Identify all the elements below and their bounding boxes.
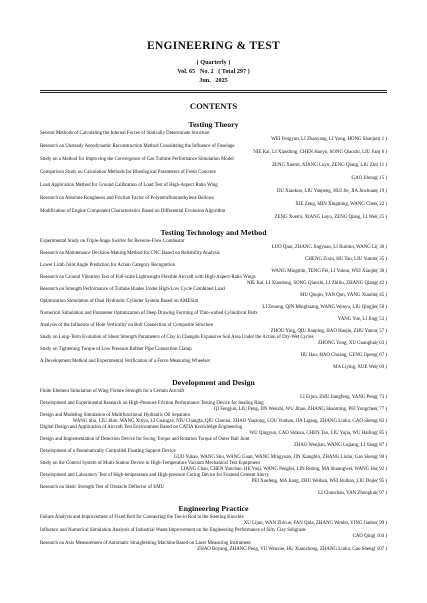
- entry-title: Development and Experimental Research on High-Pressure Friction Performance Testing Device for Sealing Ring: [40, 401, 264, 406]
- entry-authors: GUO Yuhao, WANG Shu, WANG Guan, WANG Mingyuan, JIN Xiangbin, ZHANG Liuhu, Gao Sheng( 90 ): [173, 455, 387, 461]
- entry-title: Numerical Simulation and Parameter Optimization of Deep Drawing Forming of Thin-walled Cylindrical Parts: [40, 311, 258, 316]
- entry-title: Development and Laboratory Test of High-temperature and High-pressure Curing Device for Foamed Cement Slurry: [40, 473, 269, 478]
- entry-authors: ZHAO Boyang, ZHANG Peng, YU Wenxue, HU Xuanzhong, ZHANG Liuhu, Gao Sheng( 107 ): [197, 547, 387, 553]
- entry-authors: MA Liying, XUE Wei( 69 ): [333, 365, 387, 371]
- entry-authors: ZENG Xuemi, XIANG Luyu, ZENG Qiang, LIU Zhi( 11 ): [272, 163, 387, 169]
- entry-authors: ZENG Xuemi, XIANG Luyu, ZENG Qiang, LI Wei( 25 ): [274, 215, 387, 221]
- entry-authors: QI Fengjun, LIU Peng, JIN Wenzhi, WU Jihao, ZHANG Shaoming, PEI Yongchen( 77 ): [213, 407, 387, 413]
- entry-title: Optimization Simulation of Dual Hydraulic Cylinder System Based on AMESim: [40, 299, 199, 304]
- entry-title: Load Application Method for Ground Calibration of Load Test of High-Aspect Ratio Wing: [40, 183, 218, 188]
- entry-title: A Development Method and Experimental Verification of a Force Measuring Wheelset: [40, 359, 210, 364]
- entry-title: Research on Axis Measurement of Automatic Straightening Machine Based on Laser Measuring Instrument: [40, 541, 251, 546]
- entry-authors: YANG Yue, LI Jing( 53 ): [337, 317, 387, 323]
- entry-title: Analysis of the Influence of Hole Verticality on Bolt Connection of Composite Structure: [40, 323, 214, 328]
- entry-title: Experimental Study on Triple-Stage Swirler for Reverse-Flow Combustor: [40, 239, 185, 244]
- toc-entry[interactable]: [40, 239, 387, 252]
- entry-title: Finite Element Simulation of Wing Fixture Strength for a Certain Aircraft: [40, 389, 185, 394]
- entry-title: Research on Static Strength Test of Obstacle Deflector of EMU: [40, 485, 165, 490]
- entry-title: Study on the Control System of Multi-Station Device in High-Temperature Vacuum Mechanical Test Equipment: [40, 461, 260, 466]
- toc-entry[interactable]: [40, 461, 387, 474]
- toc-entry[interactable]: [40, 170, 387, 183]
- toc-entry[interactable]: [40, 196, 387, 209]
- entry-title: Research on Unsteady Aerodynamic Reconstruction Method Considering the Influence of Fuselage: [40, 144, 235, 149]
- toc-entry[interactable]: [40, 541, 387, 554]
- section-title: Testing Theory: [188, 120, 239, 129]
- entry-authors: ZHAO Wenjian, WANG Lujiang, LI Yang( 87 ): [293, 443, 387, 449]
- entry-title: Design and Modeling Simulation of Multifunctional Hydraulic Oil Separator: [40, 413, 191, 418]
- entry-authors: CAO Qing( 104 ): [352, 534, 387, 540]
- journal-frequency: ( Quarterly ): [196, 59, 231, 66]
- entry-authors: NIE Kai, LI Xiaodong, CHEN Haoyu, SONG Qiaozhi, LIU Fan( 6 ): [253, 150, 387, 156]
- entry-title: Development of a Pneumatically Controlled Floating Support Device: [40, 449, 176, 454]
- entry-authors: NIE Kai, LI Xiaodong, SONG Qiaozhi, LI Zhiliu, ZHANG Qiang( 42 ): [246, 281, 387, 287]
- toc-entry[interactable]: [40, 473, 387, 486]
- entry-authors: WU Qingyun, CAO Shikun, CHEN Tao, LIU Yujia, WU Hailing( 85 ): [249, 431, 387, 437]
- issue-date: Jun. 2025: [199, 77, 228, 84]
- toc-entry[interactable]: [40, 425, 387, 438]
- entry-authors: MU Qiuqin, YAN Qun, YANG Xiaolin( 45 ): [300, 293, 387, 299]
- entry-title: Influence and Numerical Simulation Analysis of Industrial Waste Improvement on the Engineering Performance of Silty Clay Subgrade: [40, 528, 306, 533]
- entry-title: Research on Ground Vibration Test of Full-scale Lightweight Flexible Aircraft with High-Aspect-Ratio Wings: [40, 275, 256, 280]
- section-title: Testing Technology and Method: [160, 228, 267, 237]
- entry-authors: LIANG Chao, CHEN Yunchao, HE Yuqi, WANG Pengfei, LIN Ruting, MA Shuangwei, WANG Hu( 92 ): [180, 467, 387, 473]
- contents-heading: CONTENTS: [189, 101, 238, 111]
- entry-title: Research on Absolute Roughness and Friction Factor of Polytetrafluoroethylene Bellows: [40, 196, 214, 201]
- entry-title: Design and Implementation of Detection Device for Swing Torque and Rotation Torque of Outer Ball Joint: [40, 437, 250, 442]
- entry-title: Study on Long-Term Evolution of Shear Strength Parameters of Clay in Chengdu Expansive Soil Area Under the Action of Dry-Wet Cycles: [40, 335, 314, 340]
- journal-title: ENGINEERING & TEST: [146, 40, 280, 52]
- section-title: Engineering Practice: [178, 504, 249, 513]
- toc-entry[interactable]: [40, 311, 387, 324]
- toc-entry[interactable]: [40, 275, 387, 288]
- entry-authors: ZHOU Ying, QIU Jianping, HAO Haojie, ZHU Yanru( 57 ): [270, 329, 387, 335]
- entry-title: Study on a Method for Improving the Convergence of Gas Turbine Performance Simulation Model: [40, 157, 234, 162]
- masthead-rule-top: [40, 90, 387, 91]
- entry-authors: LI Zenong, QIN Minghuang, WANG Wenyu, LIU Qingjie( 50 ): [262, 305, 387, 311]
- toc-entry[interactable]: [40, 251, 387, 264]
- section-title: Development and Design: [172, 378, 255, 387]
- entry-authors: ZHONG Yong, XU Guanghui( 63 ): [317, 341, 387, 347]
- toc-entry[interactable]: [40, 323, 387, 336]
- entry-authors: WEI Fengyun, LI Zhaoyang, LI Yong, HONG Shanjun( 1 ): [271, 137, 387, 143]
- toc-entry[interactable]: [40, 157, 387, 170]
- entry-authors: WANG Shu, LIU Jibin, WANG Xinyu, LI Guangze, NIU Changfa, QIU Chunlai, ZHAO Yanzong, LOU Yunhan, JIA Ligang, ZHANG Liuhu, GAO Sheng( 82 ): [72, 419, 387, 425]
- entry-authors: GAO Jihong( 15 ): [351, 176, 387, 182]
- toc-entry[interactable]: [40, 437, 387, 450]
- toc-entry[interactable]: [40, 359, 387, 372]
- toc-entry[interactable]: [40, 413, 387, 426]
- masthead-rule-bottom: [40, 92, 387, 93]
- entry-authors: WANG Mingmin, TENG Fei, LI Yukun, WEI Xiaojie( 38 ): [271, 269, 387, 275]
- entry-title: Digital Design and Application of Aircraft Test Environment Based on CATIA Knowledge Engineering: [40, 425, 243, 430]
- toc-entry[interactable]: [40, 183, 387, 196]
- entry-title: Research on Maintenance Decision-Making Method for CNC Based on Reliability Analysis: [40, 251, 220, 256]
- entry-title: Comparison Study on Calculation Methods for Rheological Parameters of Fresh Concrete: [40, 170, 216, 175]
- toc-entry[interactable]: [40, 515, 387, 528]
- entry-authors: LI Erjun, ZHU Jiangfeng, YANG Peng( 73 ): [300, 395, 387, 401]
- entry-title: Failure Analysis and Improvement of Fixed Bolt for Connecting the Toe-in Rod to the Steering Knuckle: [40, 515, 244, 520]
- entry-title: Study on Tightening Torque of Low Pressure Rubber Pipe Connection Clamp: [40, 347, 192, 352]
- toc-entry[interactable]: [40, 131, 387, 144]
- toc-entry[interactable]: [40, 209, 387, 222]
- entry-authors: DU Xiaokun, LIU Yanpeng, HUI Jie, JIA Jinchuan( 19 ): [276, 189, 387, 195]
- entry-authors: CHENG Zixin, HU Tao, LIU Yumin( 35 ): [305, 257, 387, 263]
- toc-entry[interactable]: [40, 389, 387, 402]
- toc-entry[interactable]: [40, 401, 387, 414]
- volume-line: Vol. 65 No. 2 ( Total 297 ): [177, 68, 250, 75]
- toc-entry[interactable]: [40, 299, 387, 312]
- toc-entry[interactable]: [40, 263, 387, 276]
- entry-title: Modification of Engine Component Characteristics Based on Differential Evolution Algorithm: [40, 209, 226, 214]
- toc-entry[interactable]: [40, 144, 387, 157]
- entry-authors: LI Chunchan, YAN Zhongkui( 97 ): [318, 491, 387, 497]
- toc-entry[interactable]: [40, 287, 387, 300]
- entry-authors: XU Lijun, WAN Zhicue, FAN Qida, ZHANG Wenbo, YING Jianbo( 99 ): [243, 521, 387, 527]
- entry-authors: XIE Zeng, MIN Xingming, WANG Chen( 22 ): [295, 202, 387, 208]
- toc-entry[interactable]: [40, 485, 387, 498]
- entry-authors: LUO Qian, ZHANG Jingyuan, LI Ruimin, WANG Li( 30 ): [271, 245, 387, 251]
- entry-title: Research on Strength Performance of Turbine Blades Under High-Low Cycle Combined Load: [40, 287, 225, 292]
- toc-entry[interactable]: [40, 449, 387, 462]
- toc-entry[interactable]: [40, 347, 387, 360]
- entry-authors: PEI Xuefeng, MA Jiang, ZHU Weihan, WEI Ruihan, LIU Dejie( 95 ): [251, 479, 387, 485]
- entry-title: Several Methods of Calculating the Internal Forces of Statically Determinate Structure: [40, 131, 210, 136]
- toc-entry[interactable]: [40, 335, 387, 348]
- entry-authors: HU Hao, HAO Chuang, GENG Jipeng( 67 ): [300, 353, 387, 359]
- toc-entry[interactable]: [40, 528, 387, 541]
- entry-title: Lower Limb Joint Angle Prediction for Action Category Recognition: [40, 263, 176, 268]
